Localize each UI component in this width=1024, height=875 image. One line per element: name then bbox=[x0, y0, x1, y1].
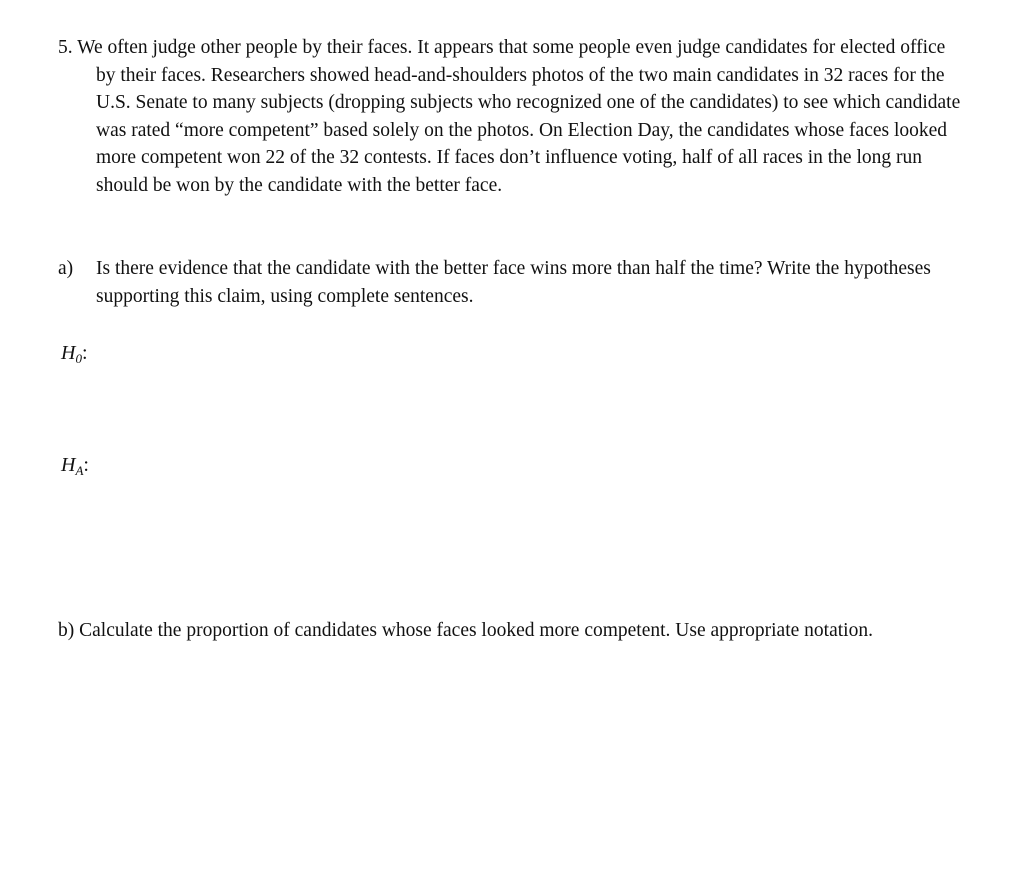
alternative-hypothesis-label bbox=[61, 452, 89, 485]
question-number: 5. bbox=[58, 37, 73, 58]
part-b-label: b) bbox=[58, 620, 75, 641]
null-hypothesis-colon: : bbox=[81, 342, 88, 364]
part-a-label: a) bbox=[58, 258, 74, 279]
null-hypothesis-subscript: 0 bbox=[75, 351, 82, 366]
question-5 bbox=[58, 34, 966, 200]
alternative-hypothesis-symbol: H bbox=[61, 454, 76, 476]
alternative-hypothesis-subscript: A bbox=[75, 463, 84, 478]
alternative-hypothesis-colon: : bbox=[83, 454, 89, 476]
question-text: We often judge other people by their faces. It appears that some people even judge candidates for elected office by their faces. Researchers showed head-and-shoulders photos of the two main candidates in 32 races for the U.S. Senate to many subjects (dropping subjects who recognized one of the candidates) to see which candidate was rated “more competent” based solely on the photos. On Election Day, the candidates whose faces looked more competent won 22 of the 32 contests. If faces don’t influence voting, half of all races in the long run should be won by the candidate with the better face. bbox=[77, 37, 961, 196]
part-a bbox=[58, 255, 966, 310]
part-b bbox=[58, 617, 966, 645]
null-hypothesis-symbol: H bbox=[61, 342, 76, 364]
part-b-text: Calculate the proportion of candidates whose faces looked more competent. Use appropriate notation. bbox=[79, 620, 873, 641]
null-hypothesis-label bbox=[61, 340, 88, 373]
part-a-text: Is there evidence that the candidate with the better face wins more than half the time? Write the hypotheses supporting this claim, using complete sentences. bbox=[96, 258, 931, 307]
